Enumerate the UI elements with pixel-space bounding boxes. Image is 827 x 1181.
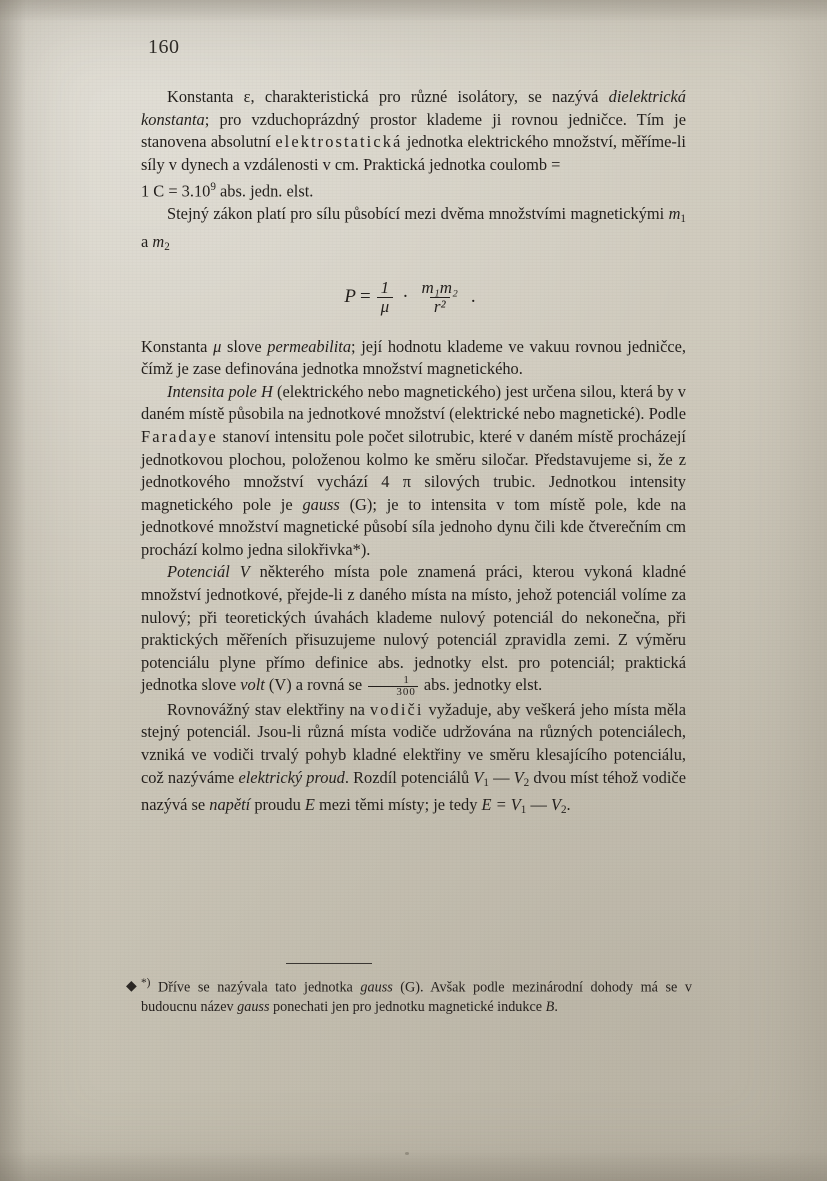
p6-symbol-v1: V — [473, 767, 484, 787]
p2-text-1: Stejný zákon platí pro sílu působící mezi dvěma množstvími magnetickými — [167, 204, 669, 224]
p6-text-2: vyžaduje, aby veškerá jeho místa měla stejný potenciál. Jsou-li různá místa vodiče udržována na různých potenciálech, vzniká ve vodiči trvalý pohyb kladné elektřiny ve směru klesajícího potenciálu, což nazýváme — [141, 699, 686, 787]
paragraph-3 — [141, 336, 686, 381]
p1-spaced-elektrostaticka: elektrostatická — [275, 132, 403, 152]
p3-text-3: ; její hodnotu klademe ve vakuu rovnou jedničce, čímž je zase definována jednotka množství magnetického. — [141, 336, 687, 379]
p3-italic-permeabilita: permeabilita — [267, 336, 352, 356]
formula-equals: = — [359, 285, 371, 307]
p4-italic-gauss: gauss — [302, 494, 340, 514]
footnote-text-2: (G). Avšak podle mezinárodní dohody má se v budoucnu název — [141, 979, 692, 1016]
p4-text-3: (G); je to intensita v tom místě pole, kde na jednotkové množství magnetické působí síla jednoho dynu čili kde čtverečním cm prochází kolmo jedna silokřivka*). — [141, 494, 686, 559]
footnote-marker: *) — [141, 977, 151, 989]
footnote-text-4: . — [554, 999, 558, 1016]
p5-text-2: (V) a rovná se — [264, 675, 367, 695]
footnote-text-1: Dříve se nazývala tato jednotka — [150, 979, 361, 996]
paragraph-5 — [141, 561, 686, 698]
paragraph-6 — [141, 699, 686, 822]
p3-symbol-mu: μ — [213, 336, 222, 356]
page-number: 160 — [148, 36, 180, 58]
p5-frac-denominator: 300 — [368, 686, 418, 699]
p6-text-6: mezi těmi místy; je tedy — [314, 795, 482, 815]
formula-period: . — [470, 285, 476, 307]
p1-text-3: jednotka elektrického množství, měříme-li síly v dynech a vzdálenosti v cm. Praktická jednotka coulomb = — [141, 132, 686, 174]
p3-text-2: slove — [221, 336, 268, 356]
p4-italic-intensita-pole-h: Intensita pole H — [167, 381, 273, 401]
formula-lhs: P — [344, 285, 356, 307]
p6-eq-sub-2: 2 — [560, 804, 567, 817]
formula-frac1-denominator: μ — [377, 297, 394, 316]
p2-sub-2: 2 — [164, 241, 170, 254]
p6-text-5: proudu — [250, 795, 305, 815]
formula-frac1-numerator: 1 — [380, 277, 390, 297]
footnote-italic-gauss-1: gauss — [360, 979, 393, 996]
p6-sub-2: 2 — [523, 776, 530, 789]
p2-symbol-m1: m — [668, 204, 681, 224]
p6-italic-elektricky-proud: elektrický proud — [238, 767, 345, 787]
p1-text-4: 1 C = 3.10 — [141, 181, 211, 201]
formula-fraction-masses-over-r2 — [418, 279, 462, 316]
formula-multiplication-dot: · — [402, 285, 409, 307]
p6-equation-start: E = V — [481, 795, 521, 815]
formula-fraction-one-over-mu — [377, 279, 394, 316]
text-column — [141, 86, 686, 822]
p1-text-1: Konstanta ε, charakteristická pro různé isolátory, se nazývá — [167, 87, 609, 106]
p1-text-5: abs. jedn. elst. — [215, 181, 314, 201]
p6-eq-minus: — — [526, 795, 551, 815]
p2-sub-1: 1 — [680, 213, 686, 226]
p5-text-1: některého místa pole znamená práci, kterou vykoná kladné množství jednotkové, přejde-li z daného místa na místo, jehož potenciál volíme za nulový; při teoretických úvahách klademe nulový potenciál do nekonečna, při praktických měřeních přisuzujeme nulový potenciál zpravidla zemi. Z výměru potenciálu plyne přímo definice abs. jednotky elst. pro potenciál; praktická jednotka slove — [141, 562, 686, 695]
p6-text-3: . Rozdíl potenciálů — [344, 767, 474, 787]
formula-force-magnetic — [141, 279, 686, 316]
p2-text-mid: a — [141, 232, 153, 252]
paragraph-1 — [141, 86, 686, 203]
footnote-bullet-mark: ◆ — [126, 979, 137, 994]
p5-fraction-one-three-hundredth — [368, 675, 418, 699]
p1-italic-dielektricka-konstanta: dielektrická konstanta — [141, 87, 686, 129]
p5-frac-numerator: 1 — [403, 673, 409, 686]
paper-speck — [405, 1152, 409, 1155]
p6-minus-1: — — [488, 767, 514, 787]
p6-italic-napeti: napětí — [209, 795, 251, 815]
p3-text-1: Konstanta — [141, 336, 214, 356]
formula-frac2-numerator: m₁m₂ — [421, 277, 458, 297]
p6-spaced-vodici: vodiči — [369, 699, 424, 719]
p6-symbol-e: E — [304, 795, 315, 815]
p6-eq-sub-1: 1 — [520, 804, 527, 817]
footnote-text-3: ponechati jen pro jednotku magnetické indukce — [269, 999, 546, 1016]
p6-eq-symbol-v2: V — [550, 795, 561, 815]
p6-symbol-v2: V — [513, 767, 524, 787]
footnote-1 — [126, 974, 692, 1018]
p4-text-1: (elektrického nebo magnetického) jest určena silou, která by v daném místě působila na jednotkové množství (elektrické nebo magnetické). Podle — [141, 381, 686, 424]
paragraph-4 — [141, 381, 686, 562]
paragraph-2 — [141, 203, 686, 258]
p6-eq-end: . — [566, 795, 571, 815]
footnote-italic-gauss-2: gauss — [237, 999, 270, 1016]
p1-exponent: 9 — [210, 181, 216, 194]
p4-spaced-faradaye: Faradaye — [141, 426, 218, 446]
p2-symbol-m2: m — [152, 232, 165, 252]
p1-text-2: ; pro vzduchoprázdný prostor klademe ji rovnou jedničce. Tím je stanovena absolutní — [141, 109, 686, 152]
footnote-italic-b: B — [545, 999, 555, 1016]
formula-frac2-denominator: r² — [430, 297, 450, 316]
p5-italic-volt: volt — [240, 675, 265, 695]
footnote-area — [126, 962, 692, 1018]
p4-text-2: stanoví intensitu pole počet silotrubic, které v daném místě procházejí jednotkovou plochou, položenou kolmo ke směru siločar. Představujeme si, že z jednotkového množství vychází 4 π silových trubic. Jednotkou intensity magnetického pole je — [141, 426, 686, 514]
p5-italic-potencial-v: Potenciál V — [167, 562, 250, 582]
footnote-separator-rule — [286, 963, 372, 964]
p6-text-1: Rovnovážný stav elektřiny na — [167, 699, 370, 719]
p5-text-3: abs. jednotky elst. — [419, 675, 543, 695]
p6-text-4: dvou míst téhož vodiče nazývá se — [141, 767, 686, 815]
p6-sub-1: 1 — [483, 776, 489, 789]
